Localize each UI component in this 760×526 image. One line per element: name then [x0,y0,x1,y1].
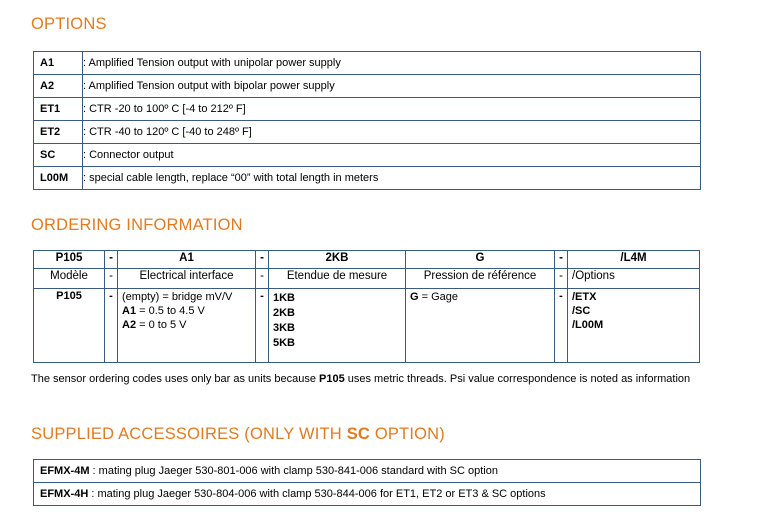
range-item: 1KB [273,292,296,304]
option-code: ET1 [34,98,83,121]
label-cell: /Options [568,269,700,289]
accessories-title: SUPPLIED ACCESSOIRES (ONLY WITH SC OPTION) [31,425,445,443]
dash-cell: - [105,289,118,363]
table-row [34,167,701,190]
ordering-title: ORDERING INFORMATION [31,216,243,234]
header-cell: P105 [34,251,105,269]
option-code: ET2 [34,121,83,144]
option-item: /L00M [572,319,604,331]
option-code: SC [34,144,83,167]
range-cell [269,289,406,363]
option-desc: : Amplified Tension output with unipolar power supply [83,52,701,75]
label-cell: Etendue de mesure [269,269,406,289]
ordering-values-row [34,289,700,363]
header-cell: /L4M [568,251,700,269]
option-desc: : CTR -40 to 120º C [-40 to 248º F] [83,121,701,144]
interface-line: (empty) = bridge mV/V [122,291,233,303]
table-row [34,460,701,483]
option-code: A2 [34,75,83,98]
header-cell: - [105,251,118,269]
table-row [34,483,701,506]
label-cell: Modèle [34,269,105,289]
range-item: 5KB [273,337,296,349]
label-cell: - [256,269,269,289]
table-row [34,52,701,75]
option-desc: : Amplified Tension output with bipolar power supply [83,75,701,98]
option-code: A1 [34,52,83,75]
table-row [34,75,701,98]
ordering-label-row [34,269,700,289]
model-cell: P105 [34,289,105,363]
label-cell: - [555,269,568,289]
option-item: /ETX [572,291,597,303]
table-row [34,144,701,167]
option-code: L00M [34,167,83,190]
option-item: /SC [572,305,591,317]
label-cell: Electrical interface [118,269,256,289]
accessory-cell: EFMX-4H : mating plug Jaeger 530-804-006 with clamp 530-844-006 for ET1, ET2 or ET3 & SC options [34,483,701,506]
header-cell: 2KB [269,251,406,269]
table-row [34,121,701,144]
options-table [33,51,701,190]
range-item: 3KB [273,322,296,334]
options-cell [568,289,700,363]
table-row [34,98,701,121]
header-cell: - [555,251,568,269]
options-title: OPTIONS [31,15,107,33]
reference-cell: G = Gage [406,289,555,363]
interface-line: A1 = 0.5 to 4.5 V [122,305,205,317]
dash-cell: - [555,289,568,363]
ordering-header-row [34,251,700,269]
header-cell: A1 [118,251,256,269]
ordering-table [33,250,700,363]
range-item: 2KB [273,307,296,319]
interface-line: A2 = 0 to 5 V [122,319,187,331]
header-cell: G [406,251,555,269]
accessories-table [33,459,701,506]
label-cell: Pression de référence [406,269,555,289]
option-desc: : CTR -20 to 100º C [-4 to 212º F] [83,98,701,121]
label-cell: - [105,269,118,289]
accessory-cell: EFMX-4M : mating plug Jaeger 530-801-006 with clamp 530-841-006 standard with SC option [34,460,701,483]
option-desc: : special cable length, replace “00” with total length in meters [83,167,701,190]
header-cell: - [256,251,269,269]
interface-cell [118,289,256,363]
ordering-note: The sensor ordering codes uses only bar as units because P105 uses metric threads. Psi value correspondence is noted as information [31,373,691,385]
dash-cell: - [256,289,269,363]
option-desc: : Connector output [83,144,701,167]
